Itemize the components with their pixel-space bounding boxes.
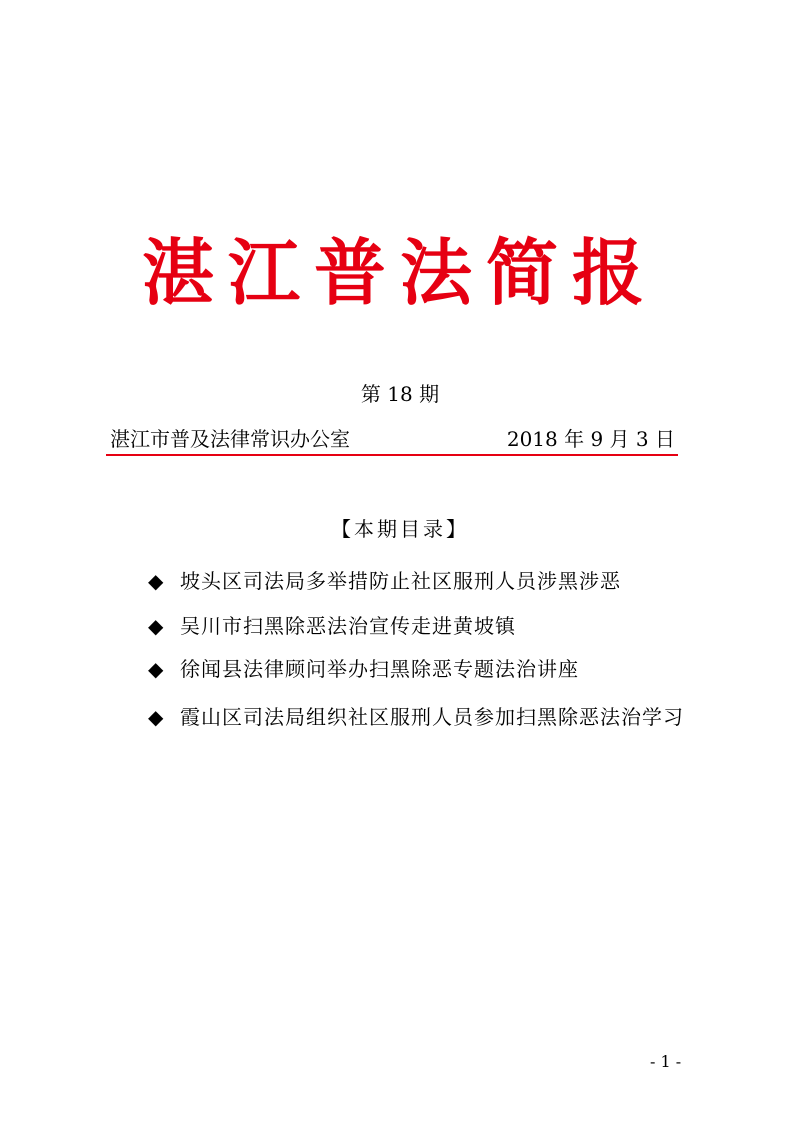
- toc-item-text: 徐闻县法律顾问举办扫黑除恶专题法治讲座: [180, 657, 579, 681]
- page-number: - 1 -: [650, 1052, 682, 1071]
- toc-item[interactable]: [148, 655, 579, 683]
- issue-number: 第 18 期: [360, 382, 440, 406]
- diamond-bullet-icon: ◆: [148, 657, 165, 681]
- toc-heading: 【本期目录】: [331, 517, 469, 541]
- toc-item[interactable]: [148, 703, 684, 731]
- toc-item[interactable]: [148, 612, 516, 640]
- masthead-title: 湛江普法简报: [141, 231, 658, 315]
- toc-item-text: 吴川市扫黑除恶法治宣传走进黄坡镇: [180, 614, 516, 638]
- diamond-bullet-icon: ◆: [148, 614, 165, 638]
- issue-date: 2018 年 9 月 3 日: [506, 427, 675, 451]
- diamond-bullet-icon: ◆: [148, 705, 165, 729]
- issuing-office: 湛江市普及法律常识办公室: [110, 427, 350, 451]
- toc-item-text: 霞山区司法局组织社区服刑人员参加扫黑除恶法治学习: [180, 705, 684, 729]
- toc-item-text: 坡头区司法局多举措防止社区服刑人员涉黑涉恶: [180, 569, 621, 593]
- toc-item[interactable]: [148, 567, 621, 595]
- red-divider-line: [106, 454, 678, 456]
- diamond-bullet-icon: ◆: [148, 569, 165, 593]
